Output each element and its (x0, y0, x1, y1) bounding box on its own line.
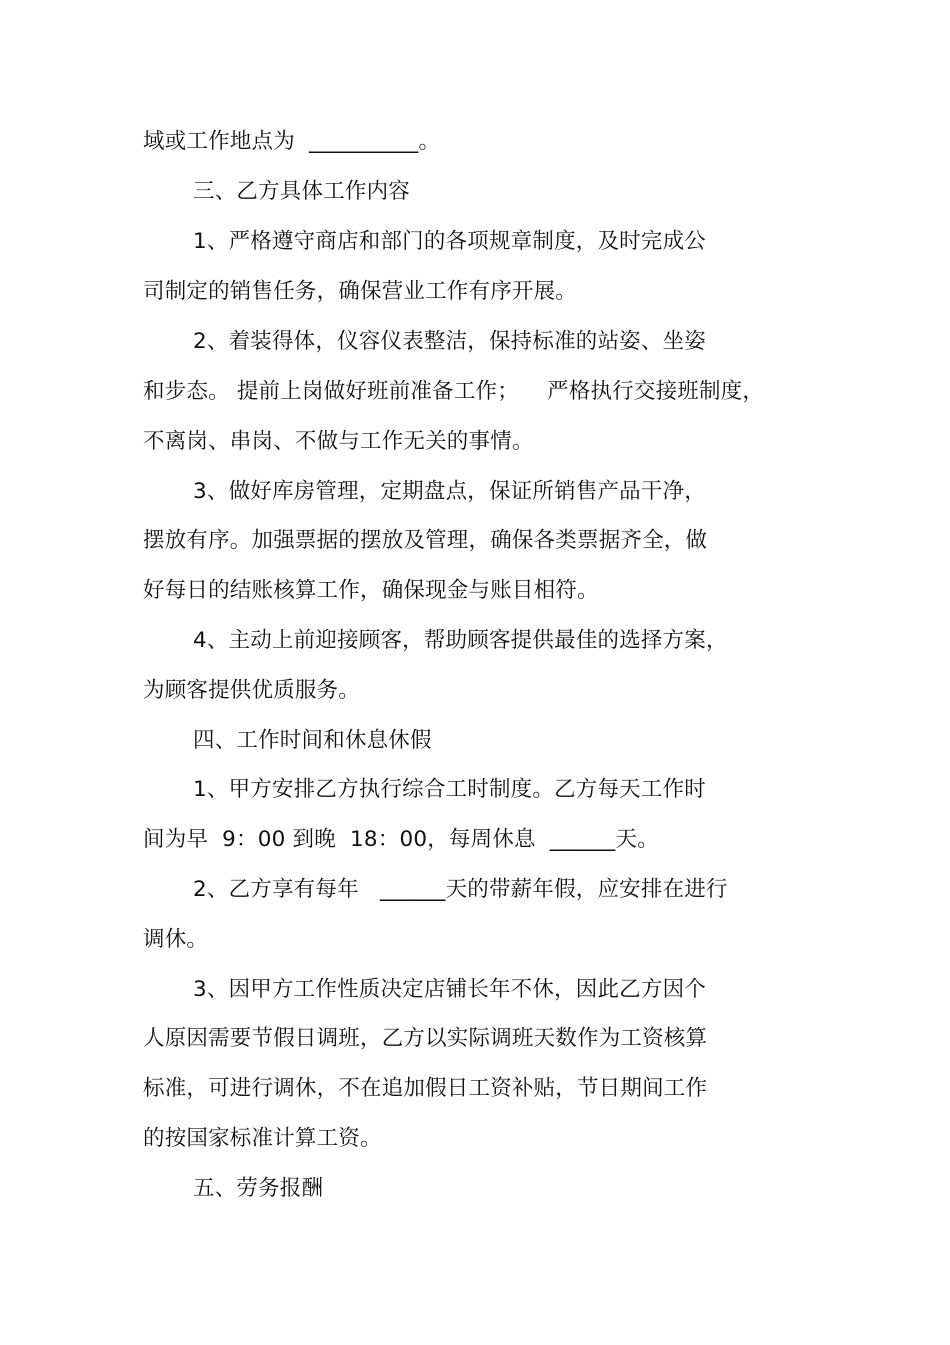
section-heading-remuneration: 五、劳务报酬 (193, 1176, 324, 1201)
text-line-item1-a: 1、严格遵守商店和部门的各项规章制度，及时完成公 (193, 229, 706, 254)
text-line-item3-a: 3、做好库房管理，定期盘点，保证所销售产品干净， (193, 479, 706, 504)
section-heading-work-hours: 四、工作时间和休息休假 (193, 728, 432, 753)
text-line-hours3-d: 的按国家标准计算工资。 (143, 1126, 382, 1151)
text-line-hours3-c: 标准，可进行调休，不在追加假日工资补贴，节日期间工作 (143, 1076, 708, 1101)
text-line-item3-b: 摆放有序。加强票据的摆放及管理，确保各类票据齐全，做 (143, 528, 708, 553)
text-line-item4-a: 4、主动上前迎接顾客，帮助顾客提供最佳的选择方案， (193, 628, 728, 653)
text-line-hours3-b: 人原因需要节假日调班，乙方以实际调班天数作为工资核算 (143, 1026, 708, 1051)
text-line-item2-b: 和步态。 提前上岗做好班前准备工作； 严格执行交接班制度， (143, 379, 765, 404)
text-line-hours2-b: 调休。 (143, 927, 209, 952)
text-line-hours3-a: 3、因甲方工作性质决定店铺长年不休，因此乙方因个 (193, 977, 706, 1002)
text-line-item3-c: 好每日的结账核算工作，确保现金与账目相符。 (143, 578, 599, 603)
section-heading-job-content: 三、乙方具体工作内容 (193, 179, 411, 204)
text-line-item4-b: 为顾客提供优质服务。 (143, 678, 361, 703)
text-line-workplace: 域或工作地点为 __________。 (143, 129, 441, 154)
text-line-item2-a: 2、着装得体，仪容仪表整洁，保持标准的站姿、坐姿 (193, 329, 706, 354)
text-line-hours2-a: 2、乙方享有每年 ______天的带薪年假，应安排在进行 (193, 877, 728, 902)
text-line-hours1-b: 间为早 9：00 到晚 18：00，每周休息 ______天。 (143, 827, 659, 852)
text-line-item1-b: 司制定的销售任务，确保营业工作有序开展。 (143, 279, 578, 304)
text-line-hours1-a: 1、甲方安排乙方执行综合工时制度。乙方每天工作时 (193, 777, 706, 802)
text-line-item2-c: 不离岗、串岗、不做与工作无关的事情。 (143, 429, 534, 454)
